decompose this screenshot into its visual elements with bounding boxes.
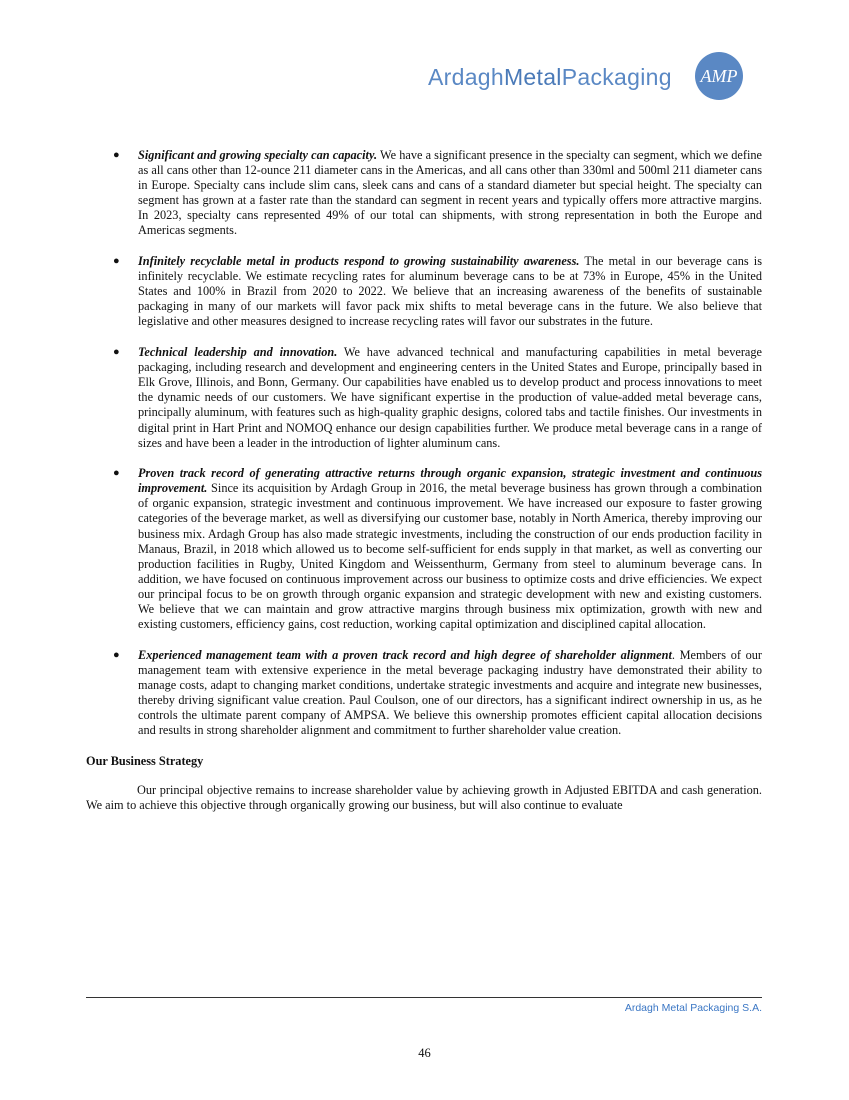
bullet-lead: Experienced management team with a proven track record and high degree of shareholder alignment <box>138 647 672 662</box>
bullet-lead: Proven track record of generating attractive returns through organic expansion, strategic investment and continuous improvement. <box>138 466 762 496</box>
footer-divider <box>86 997 762 998</box>
bullet-lead: Significant and growing specialty can capacity. <box>138 148 378 162</box>
bullet-text: . Members of our management team with extensive experience in the metal beverage packaging industry have demonstrated their ability to manage costs, adapt to changing market conditions, undertake strategic investments and acquire and integrate new businesses, thereby driving significant value creation. Paul Coulson, one of our directors, has a significant indirect ownership in us, as he controls the ultimate parent company of AMPSA. We believe this ownership promotes efficient capital allocation decisions and results in strong shareholder alignment and commitment to further shareholder value creation. <box>138 647 762 738</box>
section-heading: Our Business Strategy <box>86 753 204 768</box>
bullet-text: Since its acquisition by Ardagh Group in 2016, the metal beverage business has grown through a combination of organic expansion, strategic investment and continuous improvement. We have increased our exposure to faster growing categories of the beverage market, as well as diversifying our customer base, notably in North America, thereby improving our business mix. Ardagh Group has also made strategic investments, including the construction of our ends production facility in Manaus, Brazil, in 2018 which allowed us to become self-sufficient for ends supply in that market, as well as converting our production facilities in Rugby, United Kingdom and Weissenthurm, Germany from steel to aluminum beverage cans. In addition, we have focused on continuous improvement across our business to optimize costs and drive efficiencies. We expect our principal focus to be on growth through organic expansion and strategic development with new and existing customers. We believe that we can maintain and grow attractive margins through business mix optimization, growth with new and existing customers, efficiency gains, cost reduction, working capital optimization and disciplined capital allocation. <box>138 481 762 632</box>
page-body <box>86 148 762 813</box>
svg-text:AMP: AMP <box>700 66 738 86</box>
bullet-text: We have advanced technical and manufacturing capabilities in metal beverage packaging, including research and development and engineering centers in the United States and Europe, principally based in Elk Grove, Illinois, and Bonn, Germany. Our capabilities have enabled us to develop product and process innovations to meet the dynamic needs of our customers. We have significant expertise in the production of value-added metal beverage cans, principally aluminum, with features such as high-quality graphic designs, colored tabs and tactile finishes. Our investments in digital print in Hart Print and NOMOQ enhance our design capabilities further. We produce metal beverage cans in a range of sizes and have been a leader in the introduction of lighter aluminum cans. <box>138 345 762 450</box>
page-number: 46 <box>418 1046 431 1060</box>
footer-company-name: Ardagh Metal Packaging S.A. <box>624 1002 762 1014</box>
strengths-list <box>86 148 762 738</box>
amp-logo-icon <box>694 51 744 101</box>
bullet-recyclable-metal <box>86 254 762 329</box>
bullet-text: We have a significant presence in the specialty can segment, which we define as all cans other than 12-ounce 211 diameter cans in the Americas, and all cans other than 330ml and 500ml 211 diameter cans in Europe. Specialty cans include slim cans, sleek cans and cans of a standard diameter but special height. The specialty can segment has grown at a faster rate than the standard can segment in recent years and typically offers more attractive margins. In 2023, specialty cans represented 49% of our total can shipments, with strong representation in both the Europe and Americas segments. <box>138 148 762 238</box>
bullet-lead: Technical leadership and innovation. <box>138 345 338 360</box>
company-logo <box>426 48 746 108</box>
bullet-specialty-cans <box>86 148 762 239</box>
bullet-management-team <box>86 648 762 739</box>
logo-word-packaging: Packaging <box>561 64 672 90</box>
logo-word-metal: Metal <box>503 64 562 90</box>
bullet-track-record <box>86 466 762 632</box>
bullet-icon: ● <box>113 648 120 661</box>
bullet-text: The metal in our beverage cans is infinitely recyclable. We estimate recycling rates for aluminum beverage cans to be at 73% in Europe, 45% in the United States and 100% in Brazil from 2020 to 2022. We believe that an increasing awareness of the benefits of sustainable packaging in many of our markets will favor pack mix shifts to metal beverage cans in the future. We also believe that legislative and other measures designed to increase recycling rates will favor our substrates in the future. <box>138 254 762 329</box>
bullet-icon: ● <box>113 346 120 359</box>
bullet-lead: Infinitely recyclable metal in products respond to growing sustainability awareness. <box>138 254 580 269</box>
bullet-icon: ● <box>113 255 120 268</box>
strategy-paragraph: Our principal objective remains to increase shareholder value by achieving growth in Adjusted EBITDA and cash generation. We aim to achieve this objective through organically growing our business, but will also continue to evaluate <box>86 782 762 812</box>
bullet-technical-leadership <box>86 345 762 451</box>
bullet-icon: ● <box>113 467 120 480</box>
logo-wordmark <box>428 64 672 91</box>
bullet-icon: ● <box>113 149 120 161</box>
logo-word-ardagh: Ardagh <box>428 64 504 90</box>
